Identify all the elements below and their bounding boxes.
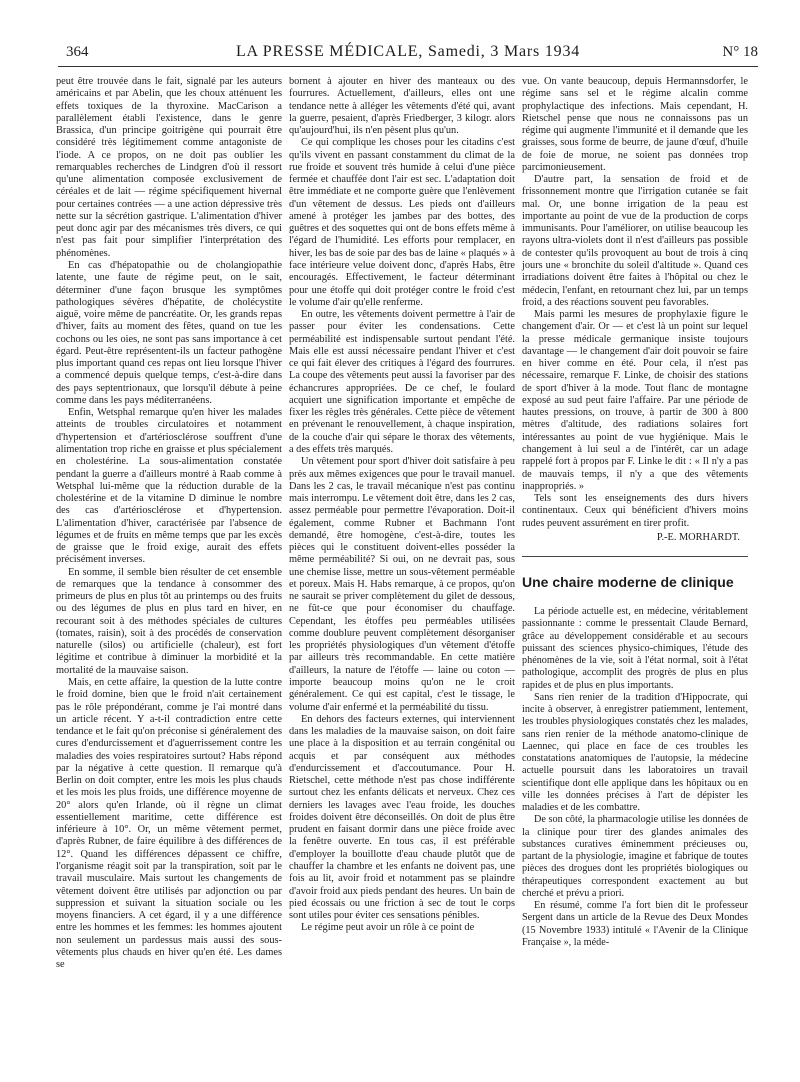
paragraph: peut être trouvée dans le fait, signalé par les auteurs américains et par Abelin, que les choux atténuent les effets toxiques de la thyroxine. MacCarison a parallèlement établi l'existence, dans le genre Brassica, d'un principe goitrigène qui pourrait être considéré très légitimement comme antagoniste de l'iode. A ce propos, on ne doit pas oublier les remarquables recherches de Lindgren d'où il ressort qu'une alimentation composée exclusivement de céréales et de lait — régime spécifiquement hivernal pour certaines contrées — a une action dépressive très nette sur la sécrétion gastrique. L'alimentation d'hiver peut donc agir par des mécanismes très divers, ce qui n'est pas fait pour simplifier l'interprétation des phénomènes. — [56, 76, 282, 259]
paragraph: Le régime peut avoir un rôle à ce point de — [301, 922, 475, 934]
page-header — [58, 44, 758, 64]
paragraph: vue. On vante beaucoup, depuis Hermannsdorfer, le régime sans sel et le régime alcalin comme prophylactique des infections. Mais cependant, H. Rietschel pense que nous ne connaissons pas un régime qui augmente l'immunité et il demande que les graisses, sous forme de beurre, de jaune d'œuf, d'huile de foie de morue, ne soient pas données trop parcimonieusement. — [522, 76, 748, 173]
paragraph: Mais, en cette affaire, la question de la lutte contre le froid domine, bien que le froid n'ait certainement pas le rôle prépondérant, comme je l'ai montré dans un article récent. Y a-t-il contradiction entre cette tendance et le fait qu'on préconise si généralement des cures d'endurcissement et d'aguerrissement contre les maladies des voies respiratoires surtout? Habs répond par la négative à cette question. Il remarque qu'à Berlin on doit compter, entre les mois les plus chauds et les mois les plus froids, une différence moyenne de 20° alors qu'en Irlande, où il règne un climat essentiellement maritime, cette différence est inférieure à 10°. Or, un même vêtement permet, d'après Rubner, de faire équilibre à des différences de 12°. Quand les différences dépassent ce chiffre, l'organisme réagit soit par la transpiration, soit par le travail musculaire. Mais surtout les changements de vêtement doivent être utilisés par adjonction ou par suppression et suivant la situation sociale ou les moyens financiers. A cet égard, il y a une différence entre les hommes et les femmes: les hommes ajoutent non seulement un pardessus mais aussi des sous-vêtements plus chauds en hiver qu'en été. Les dames se — [56, 677, 282, 971]
paragraph: La période actuelle est, en médecine, véritablement passionnante : comme le pressentait Claude Bernard, grâce au développement considérable et au secours puissant des sciences physico-chimiques, l'étude des phénomènes de la vie, soit à l'état normal, soit à l'état pathologique, accomplit des progrès de plus en plus rapides et de plus en plus importants. — [522, 606, 748, 691]
paragraph: En somme, il semble bien résulter de cet ensemble de remarques que la tendance à consommer des primeurs de plus en plus tôt au printemps ou des fruits ou des légumes de plus en plus tard en hiver, en recourant soit à des méthodes spéciales de cultures (tomates, raisin), soit à des procédés de conservation naturelle (silos) ou artificielle (chaleur), est fort légitime et contribue à diminuer la morbidité et la mortalité de la mauvaise saison. — [56, 566, 282, 676]
page-number: 364 — [66, 44, 89, 60]
paragraph: En dehors des facteurs externes, qui interviennent dans les maladies de la mauvaise saison, on doit faire une place à la disposition et au terrain congénital ou acquis et par conséquent aux méthodes d'endurcissement et d'accoutumance. Pour H. Rietschel, cette méthode n'est pas chose indifférente surtout chez les enfants délicats et nerveux. Chez ces derniers les lavages avec l'eau froide, les douches froides doivent être déconseillés. On doit de plus être prudent en faisant dormir dans une pièce froide avec la fenêtre ouverte. En tous cas, il est préférable d'employer la bouillotte d'eau chaude plutôt que de chauffer la chambre et les enfants ne doivent pas, une fois au lit, avoir froid et notamment pas se plaindre d'avoir froid aux pieds pendant des heures. Un bain de pied écossais ou une friction à sec de tout le corps sont utiles pour éviter ces sensations pénibles. — [289, 713, 515, 922]
paragraph: De son côté, la pharmacologie utilise les données de la clinique pour tirer des glandes animales des substances curatives éminemment précieuses ou, partant de la physiologie, imagine et fabrique de toutes pièces des drogues dont les propriétés biologiques ou thérapeutiques correspondent exactement au but cherché et prévu a priori. — [522, 814, 748, 899]
column-3 — [522, 76, 748, 949]
paragraph: Tels sont les enseignements des durs hivers continentaux. Ceux qui bénéficient d'hivers moins rudes peuvent assurément en tirer profit. — [522, 493, 748, 529]
journal-title: LA PRESSE MÉDICALE, Samedi, 3 Mars 1934 — [235, 43, 581, 60]
paragraph: En outre, les vêtements doivent permettre à l'air de passer pour éviter les condensations. Cette perméabilité est indispensable surtout pendant l'été. Mais elle est aussi nécessaire pendant l'hiver et c'est ce qui fait élever des critiques à l'égard des fourrures. La coupe des vêtements peut aussi la favoriser par des échancrures appropriées. De ce chef, le foulard acquiert une signification importante et empêche de fixer les règles très générales. Cette pièce de vêtement en prévenant le renouvellement, à chaque inspiration, de la couche d'air qui sépare le thorax des vêtements, a des effets très marqués. — [289, 309, 515, 455]
article-heading: Une chaire moderne de clinique — [522, 574, 734, 591]
paragraph: Un vêtement pour sport d'hiver doit satisfaire à peu près aux mêmes exigences que pour le travail manuel. Dans les 2 cas, le travail mécanique n'est pas continu mais interrompu. Le vêtement doit être, dans les 2 cas, assez perméable pour permettre l'évaporation. Doit-il également, comme Rubner et Bachmann l'ont demandé, être homogène, c'est-à-dire, toutes les pièces qui le constituent doivent-elles posséder la même perméabilité? Si oui, on ne devrait pas, sous une chemise lisse, mettre un sous-vêtement perméable et poreux. Mais H. Habs remarque, à ce propos, qu'on ne saurait se priver complètement du gilet de dessous, ne fût-ce que pour économiser du chauffage. Cependant, les étoffes peu perméables utilisées comme doublure peuvent complètement désorganiser les propriétés physiologiques d'un vêtement d'étoffe par ailleurs très recommandable. En cette matière d'ailleurs, la nature de l'étoffe — laine ou coton — importe beaucoup moins qu'on ne le croit généralement. Ce qui est capital, c'est le tissage, le volume d'air enfermé et la perméabilité du tissu. — [289, 456, 515, 713]
paragraph: Mais parmi les mesures de prophylaxie figure le changement d'air. Or — et c'est là un point sur lequel la presse médicale germanique insiste toujours davantage — le changement d'air doit pouvoir se faire en hiver comme en été. Pour cela, il n'est pas nécessaire, remarque F. Linke, de choisir des stations de sport d'hiver à la mode. Tout flanc de montagne exposé au sud peut faire l'affaire. Par une période de hautes pressions, on trouve, à partir de 300 à 800 mètres d'altitude, des radiations solaires fort intéressantes au point de vue hygiénique. Mais le changement à lui seul a de l'intérêt, car un adage rappelé fort à propos par F. Linke le dit : « Il n'y a pas de mauvais temps, il n'y a que des vêtements inappropriés. » — [522, 309, 748, 492]
section-divider — [522, 556, 748, 557]
paragraph: D'autre part, la sensation de froid et de frissonnement montre que l'irrigation cutanée se fait mal. Or, une bonne irrigation de la peau est importante au point de vue de la production de corps immunisants. Pour l'améliorer, on utilise beaucoup les rayons ultra-violets dont il n'est d'ailleurs pas possible de contester qu'ils provoquent au bout de trois à cinq jours une « bronchite du soleil d'altitude ». Quand ces irradiations doivent être faites à l'hôpital ou chez le médecin, l'enfant, en retournant chez lui, par un temps froid, a des réactions souvent peu favorables. — [522, 174, 748, 308]
paragraph: bornent à ajouter en hiver des manteaux ou des fourrures. Actuellement, d'ailleurs, elles ont une tendance nette à alléger les vêtements d'été qui, avant la guerre, pesaient, d'après Friedberger, 3 kilogr. alors qu'aujourd'hui, ils n'en pèsent plus qu'un. — [289, 76, 515, 137]
article-body — [522, 606, 748, 949]
paragraph: En résumé, comme l'a fort bien dit le professeur Sergent dans un article de la Revue des Deux Mondes (15 Novembre 1933) intitulé « l'Avenir de la Clinique Française », la méde- — [522, 900, 748, 948]
issue-number: N° 18 — [722, 44, 758, 60]
column-2 — [289, 76, 515, 935]
column-1 — [56, 76, 282, 971]
paragraph: En cas d'hépatopathie ou de cholangiopathie latente, une faute de régime peut, on le sait, déterminer d'une façon brusque les symptômes pathologiques sévères d'hépatite, de cholécystite aiguë, voire même de pancréatite. Or, les grands repas d'hiver, faits au moment des fêtes, quand on tue les cochons ou les oies, ne sont pas sans importance à cet égard. Peut-être représentent-ils un facteur pathogène plus important quand ces repas ont lieu lorsque l'hiver a commencé depuis quelque temps, c'est-à-dire dans des pays septentrionaux, que lorsqu'il débute à peine comme dans les pays méditerranéens. — [56, 259, 282, 406]
author-signature: P.-E. MORHARDT. — [656, 531, 740, 543]
header-rule — [58, 66, 758, 67]
paragraph: Ce qui complique les choses pour les citadins c'est qu'ils vivent en passant constamment du climat de la rue froide et souvent très humide à celui d'une pièce fermée et chauffée dont l'air est sec. L'adaptation doit être immédiate et ne comporte guère que l'enlèvement d'un vêtement de dessus. Les pieds ont d'ailleurs amené à protéger les jambes par des bottes, des guêtres et des soquettes qui ont de bons effets même à l'égard de l'humidité. Les efforts pour remplacer, en hiver, les bas de soie par des bas de laine « plaqués » à face intérieure velue doivent donc, d'après Habs, être encouragés. Effectivement, le facteur déterminant pour une étoffe qui doit protéger contre le froid c'est le volume d'air qu'elle renferme. — [289, 137, 515, 308]
paragraph: Enfin, Wetsphal remarque qu'en hiver les malades atteints de troubles circulatoires et notamment d'hypertension et d'artériosclérose souffrent d'une alimentation trop riche en graisse et plus spécialement en cholestérine. La sous-alimentation constatée pendant la guerre a d'ailleurs montré à Raab comme à Wetsphal lui-même que la réduction durable de la cholestérine et de la vitamine D diminue le nombre des cas d'artériosclérose et d'hypertension. L'alimentation d'hiver, caractérisée par l'absence de légumes et de fruits en même temps que par les excès de graisse que le froid exige, aurait des effets précisément inverses. — [56, 407, 282, 566]
paragraph: Sans rien renier de la tradition d'Hippocrate, qui incite à observer, à enregistrer patiemment, lentement, les troubles physiologiques constatés chez les malades, sans rien renier de la méthode anatomo-clinique de Laennec, qui place en face de ces troubles les constatations anatomiques de l'autopsie, la médecine actuelle poursuit dans les laboratoires un travail scientifique dont elle applique dans les hôpitaux ou en ville les données précises à l'art de dépister les maladies et de les combattre. — [522, 691, 748, 814]
